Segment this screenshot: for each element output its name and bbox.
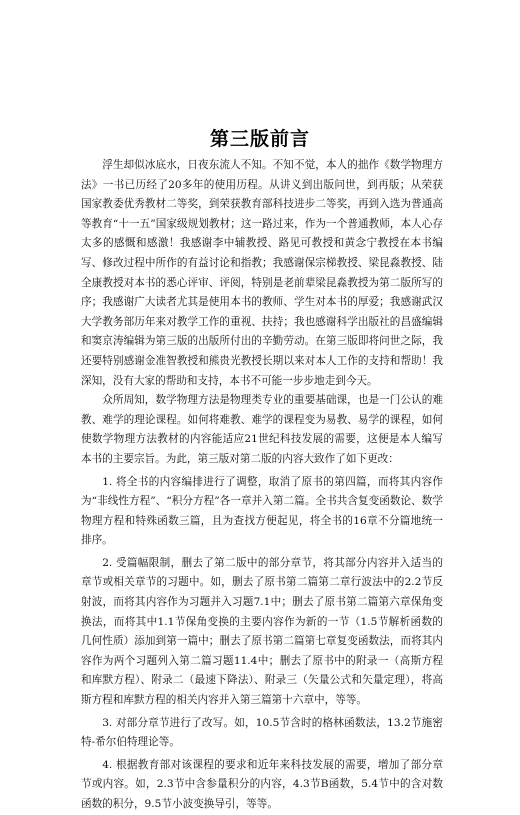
- list-item-3: 3. 对部分章节进行了改写。如，10.5节含时的格林函数法，13.2节施密特-希尔伯特理论等。: [81, 716, 443, 749]
- paragraph-purpose: 众所周知，数学物理方法是物理类专业的重要基础课，也是一门公认的难教、难学的理论课程。如何将难教、难学的课程变为易教、易学的课程，如何使数学物理方法教材的内容能适应21世纪科技发展的需要，这便是本人编写本书的主要宗旨。为此，第三版对第二版的内容大致作了如下更改：: [81, 394, 443, 465]
- preface-body: [81, 156, 443, 815]
- list-item-2: 2. 受篇幅限制，删去了第二版中的部分章节，将其部分内容并入适当的章节或相关章节的习题中。如，删去了原书第二篇第二章行波法中的2.2节反射波，而将其内容作为习题并入习题7.1中；删去了原书第二篇第六章保角变换法，而将其中1.1节保角变换的主要内容作为新的一节（1.5节解析函数的几何性质）添加到第一篇中；删去了原书第二篇第七章复变函数法，而将其内容作为两个习题列入第二篇习题11.4中；删去了原书中的附录一（高斯方程和库默方程）、附录二（最速下降法）、附录三（矢量公式和矢量定理），将高斯方程和库默方程的相关内容并入第三篇第十六章中，等等。: [81, 556, 443, 707]
- paragraph-acknowledgements: 浮生却似冰底水，日夜东流人不知。不知不觉，本人的拙作《数学物理方法》一书已历经了20多年的使用历程。从讲义到出版问世，到再版；从荣获国家教委优秀教材二等奖，到荣获教育部科技进步二等奖，再到入选为普通高等教育“十一五”国家级规划教材；这一路过来，作为一个普通教师，本人心存太多的感慨和感激！我感谢李中辅教授、路见可教授和黄念宁教授在本书编写、修改过程中所作的有益讨论和指教；我感谢保宗梯教授、梁昆淼教授、陆全康教授对本书的悉心评审、评阅，特别是老前辈梁昆淼教授为第二版所写的序；我感谢广大读者尤其是使用本书的教师、学生对本书的厚爱；我感谢武汉大学教务部历年来对教学工作的重视、扶持；我也感谢科学出版社的昌盛编辑和窦京涛编辑为第三版的出版所付出的辛勤劳动。在第三版即将问世之际，我还要特别感谢金准智教授和熊贵光教授长期以来对本人工作的支持和帮助！我深知，没有大家的帮助和支持，本书不可能一步步地走到今天。: [81, 159, 443, 387]
- list-item-4: 4. 根据教育部对该课程的要求和近年来科技发展的需要，增加了部分章节或内容。如，2.3节中含参量积分的内容，4.3节B函数，5.4节中的含对数函数的积分，9.5节小波变换导引，等等。: [81, 758, 443, 810]
- page-title: 第三版前言: [209, 128, 310, 150]
- list-item-1: 1. 将全书的内容编排进行了调整，取消了原书的第四篇，而将其内容作为“非线性方程”、“积分方程”各一章并入第二篇。全书共含复变函数论、数学物理方程和特殊函数三篇，且为查找方便起见，将全书的16章不分篇地统一排序。: [81, 475, 443, 547]
